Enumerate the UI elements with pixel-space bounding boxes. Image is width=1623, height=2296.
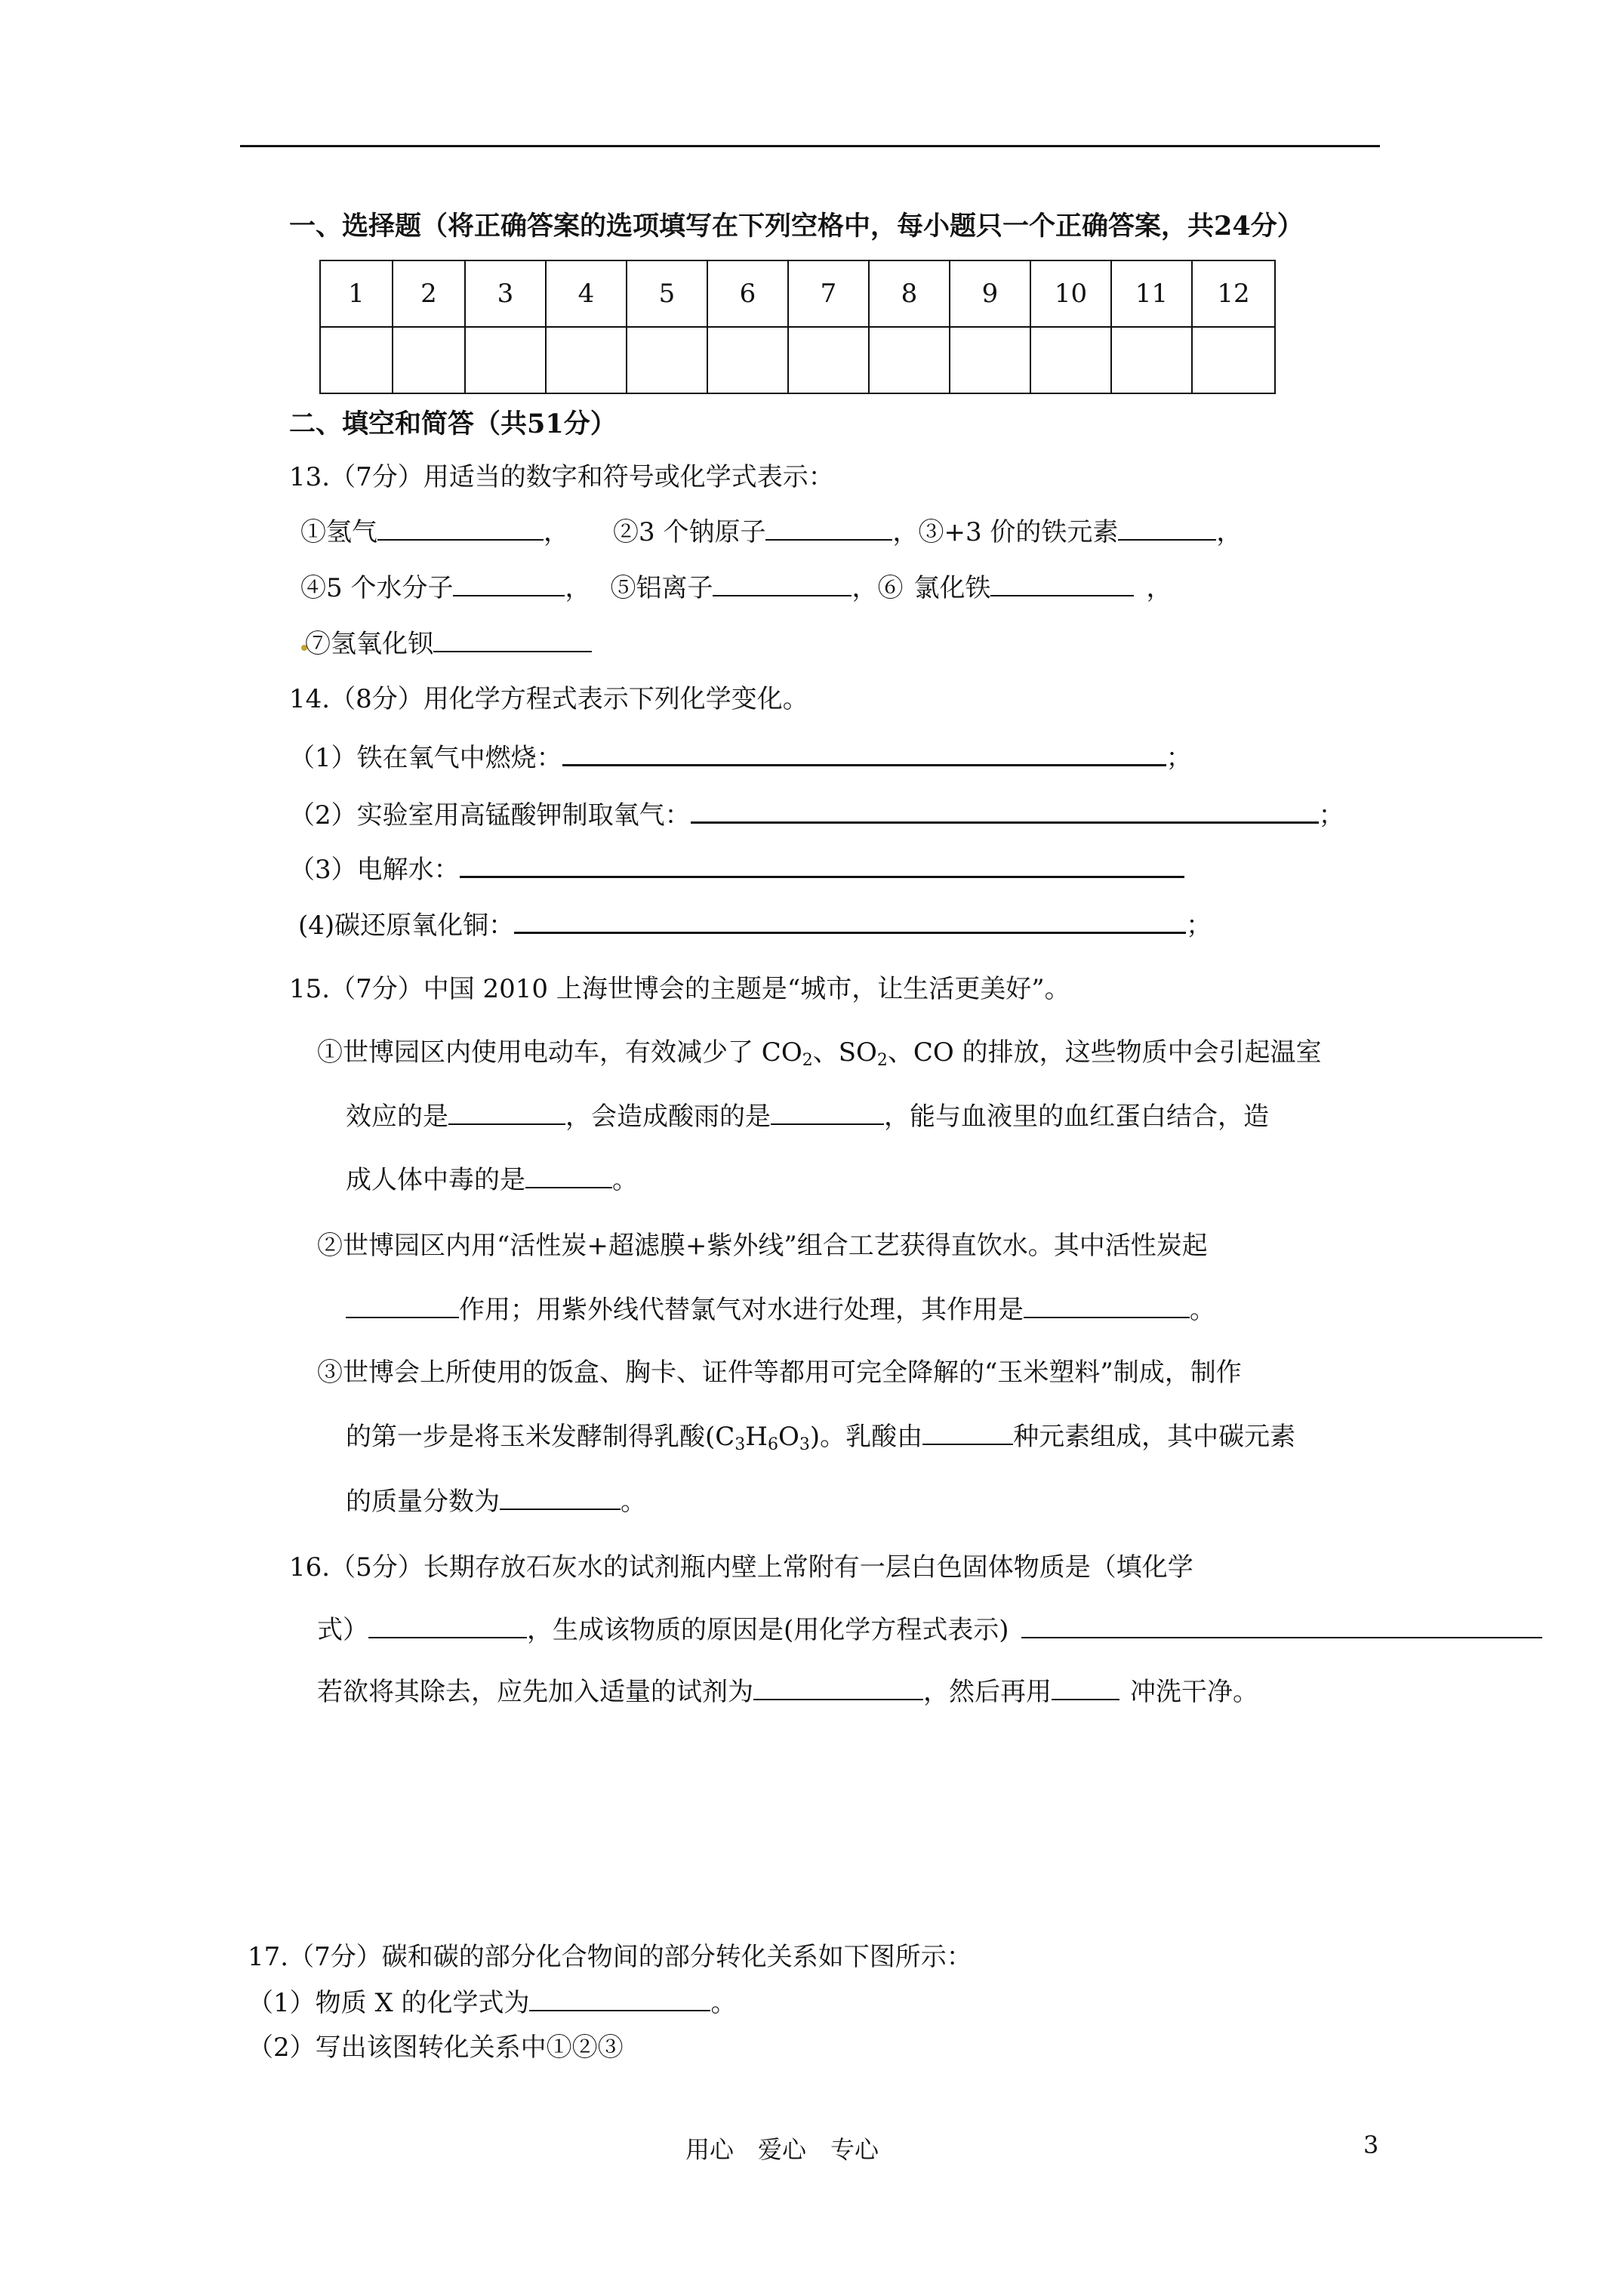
- answer-blank[interactable]: [691, 799, 1319, 824]
- q15-sub1-line1: ①世博园区内使用电动车，有效减少了 $CO_2$、$SO_2$、CO 的排放，这些物质中会引起温室: [317, 1037, 1322, 1070]
- answer-blank[interactable]: [1024, 1294, 1190, 1318]
- q14-part2: （2）实验室用高锰酸钾制取氧气： ；: [289, 800, 1344, 831]
- answer-blank[interactable]: [922, 1421, 1013, 1445]
- q15-sub3-line2: 的第一步是将玉米发酵制得乳酸$(C_3H_6O_3)$。乳酸由 种元素组成，其中碳元素: [346, 1422, 1296, 1454]
- q16-line2: 式） ，生成该物质的原因是(用化学方程式表示): [317, 1614, 1542, 1645]
- question-number-cell: 7: [788, 260, 869, 327]
- q15-sub2-line2: 作用；用紫外线代替氯气对水进行处理，其作用是 。: [346, 1294, 1215, 1325]
- question-number-cell: 11: [1111, 260, 1192, 327]
- answer-blank[interactable]: [514, 909, 1186, 934]
- question-number-cell: 1: [320, 260, 393, 327]
- q13-stem: 13.（7分）用适当的数字和符号或化学式表示：: [289, 462, 834, 492]
- question-number-cell: 4: [546, 260, 627, 327]
- question-number-cell: 10: [1030, 260, 1111, 327]
- answer-blank[interactable]: [562, 741, 1166, 766]
- question-number-cell: 9: [950, 260, 1030, 327]
- question-number-cell: 12: [1192, 260, 1275, 327]
- answer-cell[interactable]: [1030, 327, 1111, 393]
- answer-cell[interactable]: [869, 327, 950, 393]
- answer-grid-header-row: [320, 260, 1275, 327]
- question-number-cell: 6: [707, 260, 788, 327]
- q13-line3: ⑦氢氧化钡: [305, 628, 592, 659]
- page-number: 3: [1363, 2131, 1379, 2159]
- q15-sub3-line1: ③世博会上所使用的饭盒、胸卡、证件等都用可完全降解的“玉米塑料”制成，制作: [317, 1358, 1242, 1388]
- q15-sub1-line2: 效应的是 ，会造成酸雨的是 ，能与血液里的血红蛋白结合，造: [346, 1102, 1269, 1132]
- answer-blank[interactable]: [453, 572, 565, 596]
- question-number-cell: 2: [393, 260, 465, 327]
- answer-blank[interactable]: [433, 628, 592, 652]
- answer-blank[interactable]: [525, 1164, 612, 1188]
- answer-cell[interactable]: [1111, 327, 1192, 393]
- answer-grid-answer-row: [320, 327, 1275, 393]
- answer-blank[interactable]: [448, 1101, 565, 1125]
- q15-sub3-line3: 的质量分数为 。: [346, 1487, 646, 1517]
- answer-blank[interactable]: [529, 1987, 710, 2011]
- answer-cell[interactable]: [465, 327, 546, 393]
- answer-cell[interactable]: [1192, 327, 1275, 393]
- q15-stem: 15.（7分）中国 2010 上海世博会的主题是“城市，让生活更美好”。: [289, 974, 1070, 1004]
- q13-line1: ①氢气 ， ②3 个钠原子 ，③+3 价的铁元素 ，: [300, 517, 1243, 547]
- q15-sub2-line1: ②世博园区内用“活性炭+超滤膜+紫外线”组合工艺获得直饮水。其中活性炭起: [317, 1231, 1208, 1261]
- q17-part2: （2）写出该图转化关系中①②③: [248, 2032, 624, 2063]
- q14-part4: (4)碳还原氧化铜： ；: [298, 911, 1212, 941]
- question-number-cell: 8: [869, 260, 950, 327]
- answer-blank[interactable]: [377, 516, 544, 541]
- answer-blank[interactable]: [1118, 516, 1216, 541]
- answer-blank[interactable]: [990, 572, 1134, 596]
- answer-blank[interactable]: [1021, 1614, 1542, 1638]
- answer-cell[interactable]: [707, 327, 788, 393]
- q15-sub1-line3: 成人体中毒的是 。: [346, 1165, 638, 1195]
- q17-part1: （1）物质 X 的化学式为 。: [248, 1988, 737, 2018]
- answer-cell[interactable]: [950, 327, 1030, 393]
- answer-blank[interactable]: [771, 1101, 884, 1125]
- answer-cell[interactable]: [393, 327, 465, 393]
- answer-blank[interactable]: [368, 1614, 527, 1638]
- q16-line3: 若欲将其除去，应先加入适量的试剂为 ，然后再用 冲洗干净。: [317, 1677, 1258, 1707]
- answer-blank[interactable]: [460, 853, 1184, 878]
- answer-grid: [319, 260, 1276, 394]
- answer-cell[interactable]: [788, 327, 869, 393]
- footer-motto: 用心 爱心 专心: [685, 2135, 879, 2164]
- question-number-cell: 3: [465, 260, 546, 327]
- answer-cell[interactable]: [627, 327, 707, 393]
- q14-part3: （3）电解水：: [289, 853, 1184, 885]
- answer-blank[interactable]: [500, 1486, 621, 1510]
- q14-part1: （1）铁在氧气中燃烧： ；: [289, 743, 1192, 773]
- answer-blank[interactable]: [713, 572, 852, 596]
- answer-blank[interactable]: [765, 516, 892, 541]
- section2-heading: 二、填空和简答（共51分）: [289, 408, 617, 439]
- answer-blank[interactable]: [753, 1676, 923, 1700]
- question-number-cell: 5: [627, 260, 707, 327]
- header-rule: [240, 145, 1380, 147]
- q13-line2: ④5 个水分子 ， ⑤铝离子 ，⑥ 氯化铁 ，: [300, 573, 1172, 603]
- q16-line1: 16.（5分）长期存放石灰水的试剂瓶内壁上常附有一层白色固体物质是（填化学: [289, 1552, 1193, 1583]
- q14-stem: 14.（8分）用化学方程式表示下列化学变化。: [289, 684, 808, 714]
- answer-blank[interactable]: [346, 1294, 459, 1318]
- section1-heading: 一、选择题（将正确答案的选项填写在下列空格中，每小题只一个正确答案，共24分）: [289, 211, 1304, 242]
- answer-cell[interactable]: [320, 327, 393, 393]
- q17-stem: 17.（7分）碳和碳的部分化合物间的部分转化关系如下图所示：: [248, 1942, 972, 1972]
- answer-blank[interactable]: [1052, 1676, 1119, 1700]
- answer-cell[interactable]: [546, 327, 627, 393]
